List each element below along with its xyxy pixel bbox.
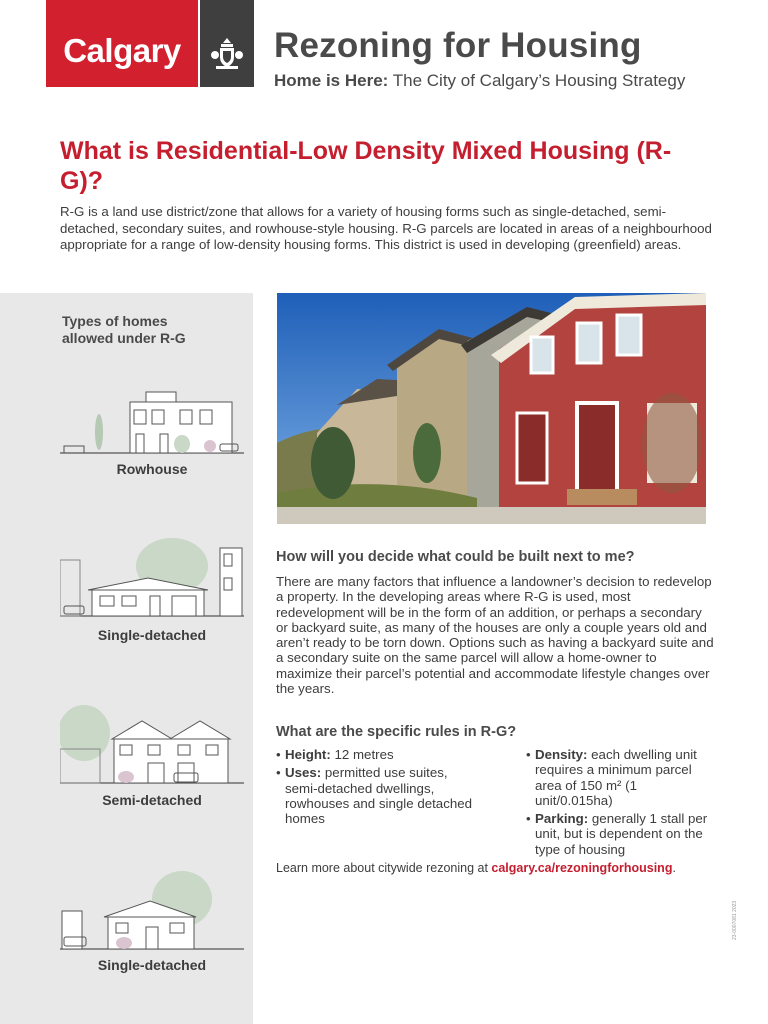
rules-list-left <box>276 747 476 829</box>
rule-label: Parking: <box>535 811 589 827</box>
rule-text: generally 1 stall per unit, but is dependent on the type of housing <box>535 811 708 857</box>
sidebar-panel <box>0 293 253 1024</box>
rezoning-link[interactable]: calgary.ca/rezoningforhousing <box>491 861 673 875</box>
rule-parking <box>526 811 716 857</box>
rule-label: Uses: <box>285 765 322 781</box>
calgary-logo <box>46 0 198 87</box>
main-heading: What is Residential-Low Density Mixed Housing (R-G)? <box>60 137 672 195</box>
rule-text: 12 metres <box>330 747 394 762</box>
document-code: 23-0007081 2023 <box>732 900 738 940</box>
single-detached-illustration-2 <box>60 871 244 953</box>
caption-rowhouse: Rowhouse <box>116 461 188 477</box>
rule-label: Density: <box>535 747 588 762</box>
crest-icon <box>210 35 244 71</box>
section-heading-build-next: How will you decide what could be built next to me? <box>276 549 635 565</box>
caption-single-detached-1: Single-detached <box>97 627 207 643</box>
page-title: Rezoning for Housing <box>274 26 642 65</box>
logo-text: Calgary <box>63 31 181 69</box>
rule-text: permitted use suites, semi-detached dwellings, rowhouses and single detached homes <box>285 765 473 827</box>
caption-semi-detached: Semi-detached <box>102 792 202 808</box>
intro-paragraph: R-G is a land use district/zone that allows for a variety of housing forms such as single-detached, semi-detached, secondary suites, and rowhouse-style housing. R-G parcels are located in areas of a neighbourhood appropriate for a range of low-density housing forms. This district is used in developing (greenfield) areas. <box>60 204 712 252</box>
sidebar-title: Types of homes allowed under R-G <box>62 313 186 346</box>
subtitle-bold: Home is Here: <box>274 71 389 90</box>
single-detached-illustration <box>60 538 244 620</box>
subtitle-rest: The City of Calgary’s Housing Strategy <box>388 71 686 90</box>
rowhouse-photo <box>277 293 706 524</box>
caption-single-detached-2: Single-detached <box>97 957 207 973</box>
section-heading-rules: What are the specific rules in R-G? <box>276 724 517 740</box>
rules-list-right <box>526 747 716 860</box>
page-subtitle <box>274 71 685 91</box>
city-crest <box>200 0 254 87</box>
rule-height <box>276 747 476 762</box>
rule-density <box>526 747 716 808</box>
learn-more-line <box>276 861 676 875</box>
rule-uses <box>276 765 476 826</box>
rowhouse-illustration <box>60 388 244 458</box>
semi-detached-illustration <box>60 703 244 787</box>
section-body-build-next: There are many factors that influence a landowner’s decision to redevelop a property. In the developing areas where R-G is used, most redevelopment will be in the form of an addition, or perhaps a secondary or backyard suite, as many of the houses are only a couple years old and aren’t ready to be torn down. Options such as having a backyard suite and a secondary suite on the same parcel will allow a home-owner to maximize their parcel’s potential and accommodate lifestyle changes over the years. <box>276 574 714 697</box>
learn-more-end: . <box>672 861 676 875</box>
learn-more-text: Learn more about citywide rezoning at <box>276 861 492 875</box>
rule-text: each dwelling unit requires a minimum parcel area of 150 m² (1 unit/0.015ha) <box>535 747 697 808</box>
rule-label: Height: <box>285 747 331 762</box>
